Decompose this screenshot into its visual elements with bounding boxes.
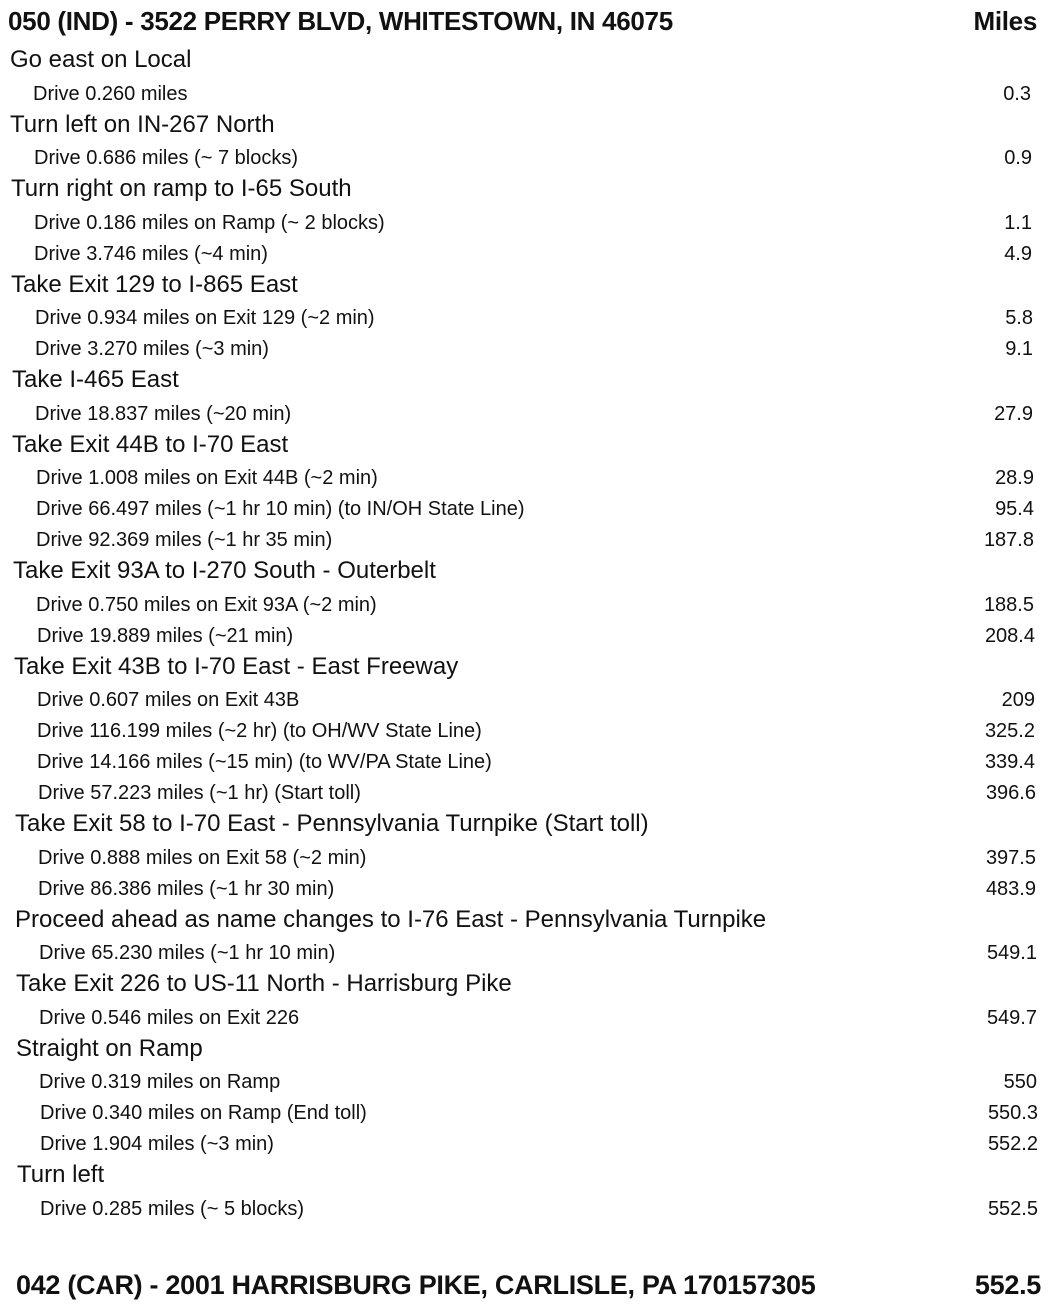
cumulative-miles: 5.8 [1005,307,1033,329]
cumulative-miles: 483.9 [985,878,1036,900]
direction-step [0,271,1051,305]
direction-step [0,653,1051,687]
segment-description: Drive 0.607 miles on Exit 43B [37,689,300,711]
cumulative-miles: 0.9 [1004,147,1032,169]
direction-step [0,111,1051,145]
drive-segment [0,467,1051,498]
drive-segment [0,212,1051,243]
cumulative-miles: 552.2 [987,1133,1038,1155]
drive-segment [0,83,1051,114]
direction-step [0,366,1051,400]
segment-description: Drive 65.230 miles (~1 hr 10 min) [39,942,336,964]
cumulative-miles: 552.5 [987,1198,1038,1220]
segment-description: Drive 0.546 miles on Exit 226 [39,1007,300,1029]
drive-segment [0,403,1051,434]
step-instruction: Take Exit 44B to I-70 East [12,431,289,458]
segment-description: Drive 19.889 miles (~21 min) [37,625,294,647]
step-instruction: Go east on Local [10,46,192,73]
drive-segment [0,594,1051,625]
drive-segment [0,307,1051,338]
segment-description: Drive 0.340 miles on Ramp (End toll) [40,1102,367,1124]
drive-segment [0,1198,1051,1229]
cumulative-miles: 208.4 [984,625,1035,647]
miles-column-heading: Miles [973,6,1037,36]
segment-description: Drive 92.369 miles (~1 hr 35 min) [36,529,333,551]
direction-step [0,1161,1051,1195]
segment-description: Drive 18.837 miles (~20 min) [35,403,292,425]
drive-segment [0,1007,1051,1038]
segment-description: Drive 3.746 miles (~4 min) [34,243,268,265]
drive-segment [0,498,1051,529]
drive-segment [0,847,1051,878]
drive-segment [0,147,1051,178]
step-instruction: Take Exit 93A to I-270 South - Outerbelt [13,557,436,584]
total-miles: 552.5 [974,1270,1041,1300]
cumulative-miles: 396.6 [985,782,1036,804]
cumulative-miles: 28.9 [995,467,1034,489]
cumulative-miles: 549.1 [986,942,1037,964]
segment-description: Drive 14.166 miles (~15 min) (to WV/PA State Line) [37,751,492,773]
direction-step [0,557,1051,591]
drive-segment [0,782,1051,813]
step-instruction: Straight on Ramp [16,1035,203,1062]
cumulative-miles: 187.8 [983,529,1034,551]
step-instruction: Turn left [17,1161,105,1188]
origin-address: 050 (IND) - 3522 PERRY BLVD, WHITESTOWN, IN 46075 [8,6,673,36]
segment-description: Drive 0.750 miles on Exit 93A (~2 min) [36,594,377,616]
step-instruction: Turn right on ramp to I-65 South [11,175,352,202]
segment-description: Drive 1.904 miles (~3 min) [40,1133,274,1155]
segment-description: Drive 0.319 miles on Ramp [39,1071,281,1093]
drive-segment [0,1102,1051,1133]
destination-address: 042 (CAR) - 2001 HARRISBURG PIKE, CARLISLE, PA 170157305 [16,1270,816,1300]
drive-segment [0,1071,1051,1102]
drive-segment [0,942,1051,973]
cumulative-miles: 188.5 [983,594,1034,616]
segment-description: Drive 0.934 miles on Exit 129 (~2 min) [35,307,375,329]
segment-description: Drive 116.199 miles (~2 hr) (to OH/WV State Line) [37,720,482,742]
segment-description: Drive 0.285 miles (~ 5 blocks) [40,1198,304,1220]
direction-step [0,970,1051,1004]
step-instruction: Turn left on IN-267 North [10,111,275,138]
cumulative-miles: 95.4 [995,498,1034,520]
direction-step [0,1035,1051,1069]
drive-segment [0,625,1051,656]
cumulative-miles: 0.3 [1003,83,1031,105]
cumulative-miles: 550 [1003,1071,1037,1093]
cumulative-miles: 209 [1001,689,1035,711]
segment-description: Drive 0.186 miles on Ramp (~ 2 blocks) [34,212,385,234]
cumulative-miles: 27.9 [994,403,1033,425]
cumulative-miles: 550.3 [987,1102,1038,1124]
direction-step [0,46,1051,80]
segment-description: Drive 3.270 miles (~3 min) [35,338,269,360]
segment-description: Drive 86.386 miles (~1 hr 30 min) [38,878,335,900]
segment-description: Drive 0.260 miles [33,83,188,105]
cumulative-miles: 4.9 [1004,243,1032,265]
drive-segment [0,751,1051,782]
header-row [0,6,1051,40]
drive-segment [0,878,1051,909]
drive-segment [0,689,1051,720]
cumulative-miles: 325.2 [984,720,1035,742]
segment-description: Drive 57.223 miles (~1 hr) (Start toll) [38,782,361,804]
cumulative-miles: 1.1 [1004,212,1032,234]
segment-description: Drive 66.497 miles (~1 hr 10 min) (to IN/OH State Line) [36,498,525,520]
drive-segment [0,338,1051,369]
segment-description: Drive 1.008 miles on Exit 44B (~2 min) [36,467,378,489]
step-instruction: Proceed ahead as name changes to I-76 East - Pennsylvania Turnpike [15,906,767,933]
cumulative-miles: 9.1 [1005,338,1033,360]
direction-step [0,431,1051,465]
step-instruction: Take Exit 43B to I-70 East - East Freeway [14,653,459,680]
footer-row [0,1270,1051,1306]
drive-segment [0,720,1051,751]
direction-step [0,810,1051,844]
drive-segment [0,529,1051,560]
step-instruction: Take Exit 129 to I-865 East [11,271,298,298]
cumulative-miles: 397.5 [985,847,1036,869]
step-instruction: Take Exit 226 to US-11 North - Harrisburg Pike [16,970,512,997]
drive-segment [0,243,1051,274]
drive-segment [0,1133,1051,1164]
direction-step [0,906,1051,940]
step-instruction: Take Exit 58 to I-70 East - Pennsylvania Turnpike (Start toll) [15,810,649,837]
step-instruction: Take I-465 East [12,366,179,393]
cumulative-miles: 339.4 [984,751,1035,773]
segment-description: Drive 0.888 miles on Exit 58 (~2 min) [38,847,367,869]
segment-description: Drive 0.686 miles (~ 7 blocks) [34,147,298,169]
cumulative-miles: 549.7 [986,1007,1037,1029]
direction-step [0,175,1051,209]
